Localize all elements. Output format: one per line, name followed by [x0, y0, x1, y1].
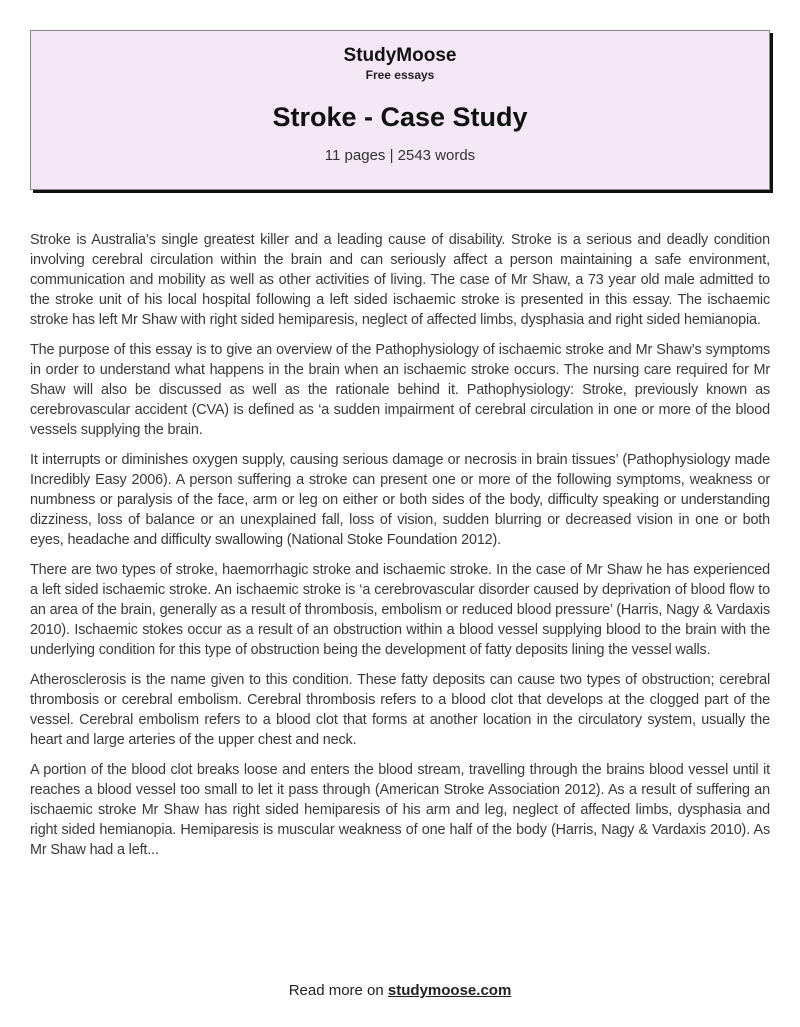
essay-title: Stroke - Case Study [272, 102, 528, 132]
essay-body [30, 230, 770, 870]
paragraph: Atherosclerosis is the name given to this condition. These fatty deposits can cause two types of obstruction; cerebral thrombosis or cerebral embolism. Cerebral thrombosis refers to a blood clot that develops at the clogged part of the vessel. Cerebral embolism refers to a blood clot that forms at another location in the circulatory system, usually the heart and large arteries of the upper chest and neck. [30, 672, 770, 748]
paragraph: The purpose of this essay is to give an overview of the Pathophysiology of ischaemic stroke and Mr Shaw’s symptoms in order to understand what happens in the brain when an ischaemic stroke occurs. The nursing care required for Mr Shaw will also be discussed as well as the rationale behind it. Pathophysiology: Stroke, previously known as cerebrovascular accident (CVA) is defined as ‘a sudden impairment of cerebral circulation in one or more of the blood vessels supplying the brain. [30, 342, 770, 438]
paragraph: There are two types of stroke, haemorrhagic stroke and ischaemic stroke. In the case of Mr Shaw he has experienced a left sided ischaemic stroke. An ischaemic stroke is ‘a cerebrovascular disorder caused by deprivation of blood flow to an area of the brain, generally as a result of thrombosis, embolism or reduced blood pressure’ (Harris, Nagy & Vardaxis 2010). Ischaemic stokes occur as a result of an obstruction within a blood vessel supplying blood to the brain with the underlying condition for this type of obstruction being the development of fatty deposits lining the vessel walls. [30, 562, 770, 658]
brand-tagline: Free essays [365, 68, 435, 82]
essay-meta: 11 pages | 2543 words [324, 147, 476, 164]
essay-header [30, 30, 770, 190]
read-more-text: Read more on [288, 982, 388, 999]
read-more-footer [0, 982, 800, 999]
paragraph: Stroke is Australia’s single greatest killer and a leading cause of disability. Stroke is a serious and deadly condition involving cerebral circulation within the brain and can seriously affect a person maintaining a safe environment, communication and mobility as well as other activities of living. The case of Mr Shaw, a 73 year old male admitted to the stroke unit of his local hospital following a left sided ischaemic stroke is presented in this essay. The ischaemic stroke has left Mr Shaw with right sided hemiparesis, neglect of affected limbs, dysphasia and right sided hemianopia. [30, 232, 770, 328]
brand-logo: StudyMoose [343, 45, 457, 66]
paragraph: It interrupts or diminishes oxygen supply, causing serious damage or necrosis in brain tissues’ (Pathophysiology made Incredibly Easy 2006). A person suffering a stroke can present one or more of the following symptoms, weakness or numbness or paralysis of the face, arm or leg on either or both sides of the body, difficulty speaking or understanding dizziness, loss of balance or an unexplained fall, loss of vision, sudden blurring or decreased vision in one or both eyes, headache and difficulty swallowing (National Stoke Foundation 2012). [30, 452, 770, 548]
paragraph: A portion of the blood clot breaks loose and enters the blood stream, travelling through the brains blood vessel until it reaches a blood vessel too small to let it pass through (American Stroke Association 2012). As a result of suffering an ischaemic stroke Mr Shaw has right sided hemiparesis of his arm and leg, neglect of affected limbs, dysphasia and right sided hemianopia. Hemiparesis is muscular weakness of one half of the body (Harris, Nagy & Vardaxis 2010). As Mr Shaw had a left... [30, 762, 770, 858]
studymoose-link[interactable]: studymoose.com [387, 982, 512, 999]
